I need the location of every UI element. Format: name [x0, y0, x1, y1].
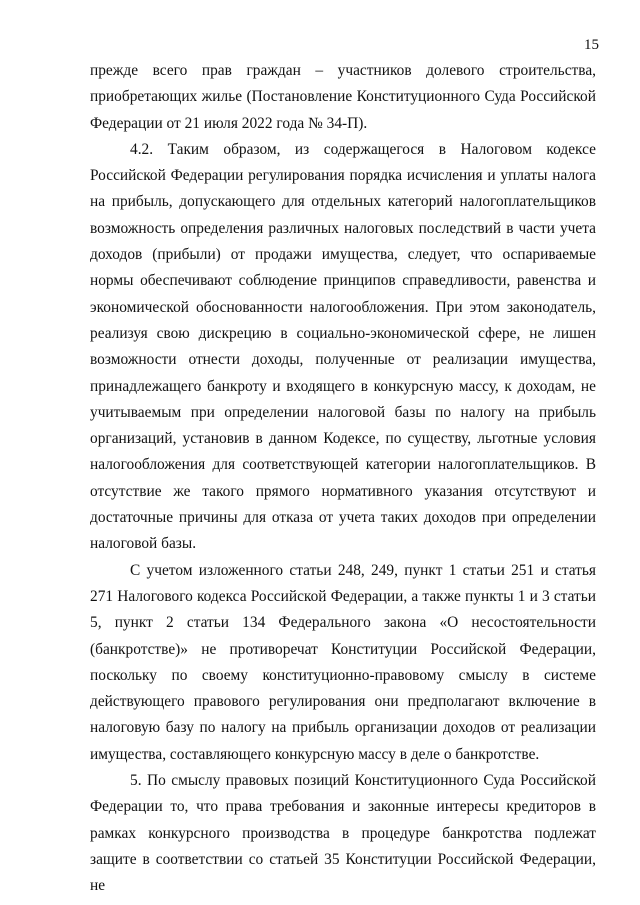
paragraph-4-2: 4.2. Таким образом, из содержащегося в Налоговом кодексе Российской Федерации регулирования порядка исчисления и уплаты налога на прибыль, допускающего для отдельных категорий налогоплательщиков возможность определения различных налоговых последствий в части учета доходов (прибыли) от продажи имущества, следует, что оспариваемые нормы обеспечивают соблюдение принципов справедливости, равенства и экономической обоснованности налогообложения. При этом законодатель, реализуя свою дискрецию в социально-экономической сфере, не лишен возможности отнести доходы, полученные от реализации имущества, принадлежащего банкроту и входящего в конкурсную массу, к доходам, не учитываемым при определении налоговой базы по налогу на прибыль организаций, установив в данном Кодексе, по существу, льготные условия налогообложения для соответствующей категории налогоплательщиков. В отсутствие же такого прямого нормативного указания отсутствуют и достаточные причины для отказа от учета таких доходов при определении налоговой базы. [90, 140, 596, 553]
paragraph-conclusion: С учетом изложенного статьи 248, 249, пункт 1 статьи 251 и статья 271 Налогового кодекса Российской Федерации, а также пункты 1 и 3 статьи 5, пункт 2 статьи 134 Федерального закона «О несостоятельности (банкротстве)» не противоречат Конституции Российской Федерации, поскольку по своему конституционно-правовому смыслу в системе действующего правового регулирования они предполагают включение в налоговую базу по налогу на прибыль организации доходов от реализации имущества, составляющего конкурсную массу в деле о банкротстве. [90, 561, 596, 763]
page-number: 15 [584, 37, 599, 53]
paragraph-5: 5. По смыслу правовых позиций Конституционного Суда Российской Федерации то, что права требования и законные интересы кредиторов в рамках конкурсного производства в процедуре банкротства подлежат защите в соответствии со статьей 35 Конституции Российской Федерации, не [90, 772, 596, 895]
document-body [90, 58, 596, 900]
paragraph-continuation: прежде всего прав граждан – участников долевого строительства, приобретающих жилье (Постановление Конституционного Суда Российской Федерации от 21 июля 2022 года № 34-П). [90, 62, 596, 132]
